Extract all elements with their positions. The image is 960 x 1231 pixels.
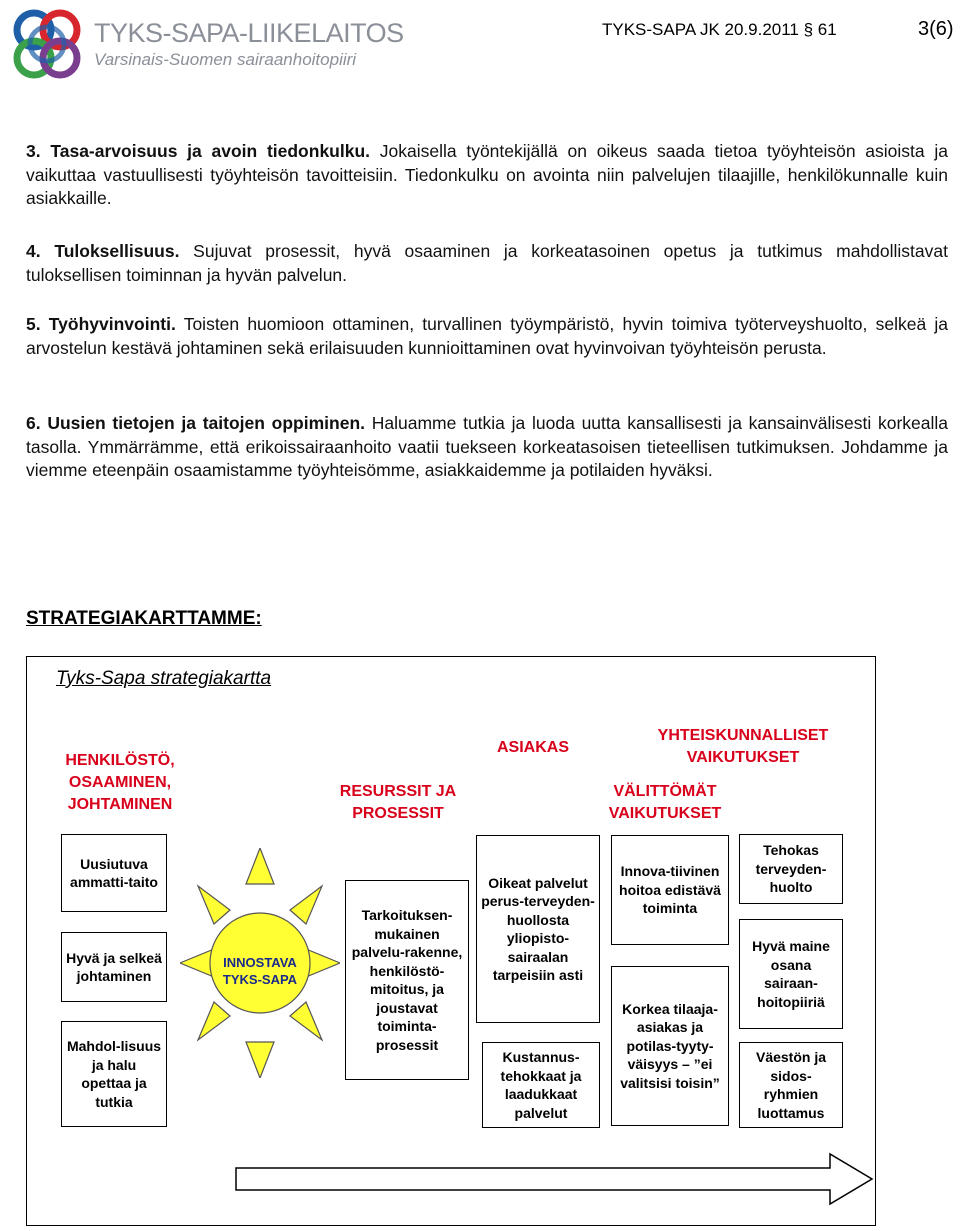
box-good-reputation: Hyvä maine osana sairaan-hoitopiiriä (739, 919, 843, 1029)
right-arrow-icon (234, 1152, 874, 1206)
section-text: Jokaisella työntekijällä on oikeus saada tietoa työyhteisön asioista ja vaikuttaa vastuullisesti työyhteisön tavoitteisiin. Tiedonkulku on avointa niin palvelujen tilaajille, henkilökunnalle kuin asiakkaille. (26, 141, 948, 208)
box-public-trust: Väestön ja sidos-ryhmien luottamus (739, 1042, 843, 1128)
box-cost-efficient: Kustannus-tehokkaat ja laadukkaat palvelut (482, 1042, 600, 1128)
section-text: Sujuvat prosessit, hyvä osaaminen ja korkeatasoinen opetus ja tutkimus mahdollistavat tuloksellisen toiminnan ja hyvän palvelun. (26, 241, 948, 285)
box-renewing-skills: Uusiutuva ammatti-taito (61, 834, 167, 912)
category-people: HENKILÖSTÖ, OSAAMINEN, JOHTAMINEN (65, 752, 175, 813)
box-efficient-healthcare: Tehokas terveyden-huolto (739, 834, 843, 904)
box-right-services: Oikeat palvelut perus-terveyden-huollosta yliopisto-sairaalan tarpeisiin asti (476, 835, 600, 1023)
section-text: Haluamme tutkia ja luoda uutta kansallisesti ja kansainvälisesti korkealla tasolla. Ymmärrämme, että erikoissairaanhoito vaatii tuekseen korkeatasoisen tieteellisen tutkimuksen. Johdamme ja viemme eteenpäin osaamistamme työyhteisömme, asiakkaidemme ja potilaiden hyväksi. (26, 413, 948, 480)
section-learning (26, 412, 948, 483)
section-heading: 5. Työhyvinvointi. (26, 314, 176, 334)
section-text: Toisten huomioon ottaminen, turvallinen työympäristö, hyvin toimiva työterveyshuolto, selkeä ja arvostelun kestävä johtaminen sekä erilaisuuden kunnioittaminen ovat hyvinvoivan työyhteisön perusta. (26, 314, 948, 358)
section-wellbeing (26, 313, 948, 360)
organization-name: TYKS-SAPA-LIIKELAITOS (94, 18, 404, 48)
box-good-leadership: Hyvä ja selkeä johtaminen (61, 932, 167, 1002)
category-customer: ASIAKAS (496, 739, 569, 756)
category-direct-effects: VÄLITTÖMÄT VAIKUTUKSET (608, 783, 722, 822)
organization-subtitle: Varsinais-Suomen sairaanhoitopiiri (94, 50, 357, 69)
section-heading: 3. Tasa-arvoisuus ja avoin tiedonkulku. (26, 141, 371, 161)
sun-label: INNOSTAVA TYKS-SAPA (222, 955, 298, 987)
box-service-structure: Tarkoituksen-mukainen palvelu-rakenne, henkilöstö-mitoitus, ja joustavat toiminta-prosessit (345, 880, 469, 1080)
box-satisfaction: Korkea tilaaja-asiakas ja potilas-tyyty-väisyys – ”ei valitsisi toisin” (611, 966, 729, 1126)
box-teach-research: Mahdol-lisuus ja halu opettaa ja tutkia (61, 1021, 167, 1127)
rings-logo-icon (6, 4, 88, 86)
section-heading: 6. Uusien tietojen ja taitojen oppiminen. (26, 413, 365, 433)
category-resources: RESURSSIT JA PROSESSIT (339, 783, 457, 822)
strategy-heading: STRATEGIAKARTTAMME: (26, 608, 262, 629)
document-reference: TYKS-SAPA JK 20.9.2011 § 61 (602, 20, 837, 39)
section-results (26, 240, 948, 287)
section-heading: 4. Tuloksellisuus. (26, 241, 180, 261)
box-innovative: Innova-tiivinen hoitoa edistävä toiminta (611, 835, 729, 945)
strategy-map-title: Tyks-Sapa strategiakartta (56, 668, 272, 689)
section-equality (26, 140, 948, 211)
page-number: 3(6) (918, 18, 954, 40)
category-societal-effects: YHTEISKUNNALLISET VAIKUTUKSET (657, 727, 829, 766)
